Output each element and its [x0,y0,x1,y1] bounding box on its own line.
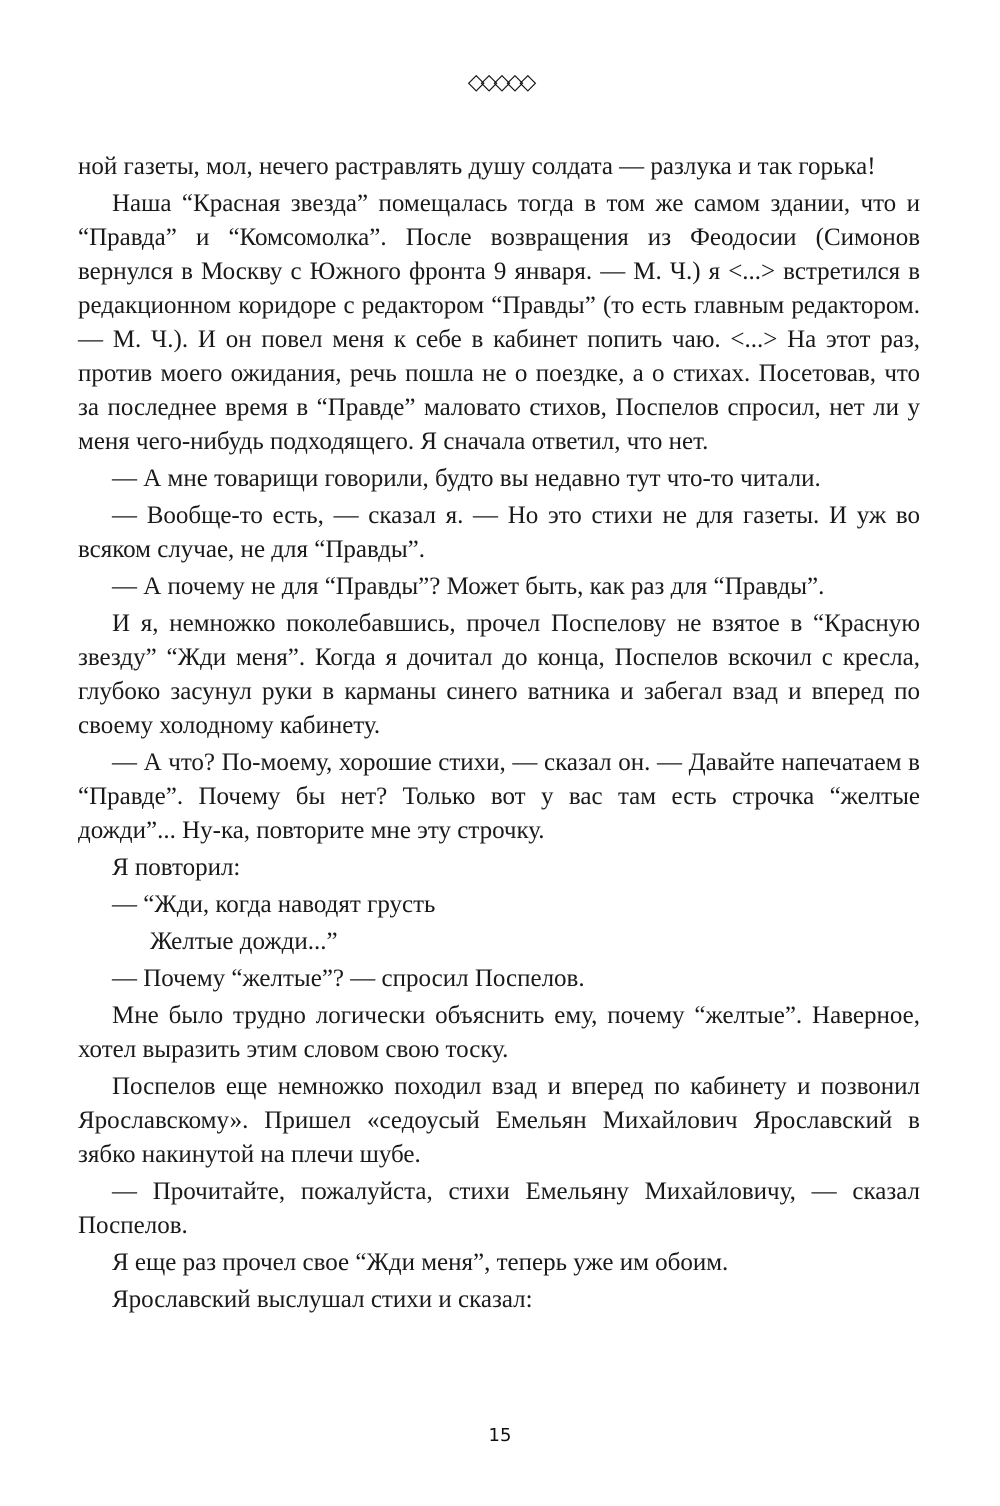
paragraph: Я еще раз прочел свое “Жди меня”, теперь уже им обоим. [112,1249,729,1276]
verse-line: Желтые дожди...” [150,928,338,955]
page-number: 15 [488,1425,512,1446]
paragraph: Поспелов еще немножко походил взад и вперед по кабинету и позвонил Ярославскому». Пришел «седоусый Емельян Михайлович Ярославский в зябко накинутой на плечи шубе. [78,1073,920,1168]
paragraph: — Почему “желтые”? — спросил Поспелов. [112,965,585,992]
header-ornament: ◇◇◇◇◇ [467,70,533,95]
paragraph: — А почему не для “Правды”? Может быть, как раз для “Правды”. [112,573,825,600]
paragraph: ной газеты, мол, нечего растравлять душу солдата — разлука и так горька! [78,153,876,180]
paragraph: Мне было трудно логически объяснить ему, почему “желтые”. Наверное, хотел выразить этим словом свою тоску. [78,1002,920,1063]
paragraph: Я повторил: [112,854,241,881]
paragraph: — А что? По-моему, хорошие стихи, — сказал он. — Давайте напечатаем в “Правде”. Почему бы нет? Только вот у вас там есть строчка “желтые дожди”... Ну-ка, повторите мне эту строчку. [78,749,920,844]
paragraph: — А мне товарищи говорили, будто вы недавно тут что-то читали. [112,465,821,492]
paragraph: — Вообще-то есть, — сказал я. — Но это стихи не для газеты. И уж во всяком случае, не для “Правды”. [78,502,920,563]
body-text [78,150,920,1320]
paragraph: Наша “Красная звезда” помещалась тогда в том же самом здании, что и “Правда” и “Комсомолка”. После возвращения из Феодосии (Симонов вернулся в Москву с Южного фронта 9 января. — М. Ч.) я <...> встретился в редакционном коридоре с редактором “Правды” (то есть главным редактором. — М. Ч.). И он повел меня к себе в кабинет попить чаю. <...> На этот раз, против моего ожидания, речь пошла не о поездке, а о стихах. Посетовав, что за последнее время в “Правде” маловато стихов, Поспелов спросил, нет ли у меня чего-нибудь подходящего. Я сначала ответил, что нет. [78,190,920,455]
paragraph: Ярославский выслушал стихи и сказал: [112,1286,533,1313]
verse-line: — “Жди, когда наводят грусть [112,891,436,918]
paragraph: — Прочитайте, пожалуйста, стихи Емельяну Михайловичу, — сказал Поспелов. [78,1178,920,1239]
paragraph: И я, немножко поколебавшись, прочел Поспелову не взятое в “Красную звезду” “Жди меня”. Когда я дочитал до конца, Поспелов вскочил с кресла, глубоко засунул руки в карманы синего ватника и забегал взад и вперед по своему холодному кабинету. [78,610,920,739]
